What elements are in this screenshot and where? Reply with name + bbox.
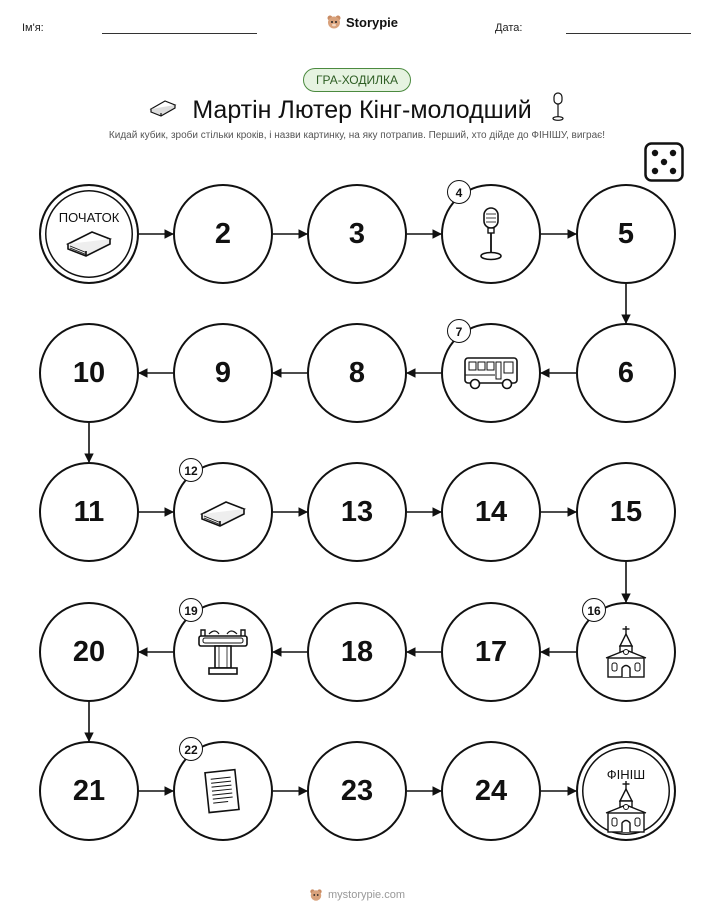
cell-number: 17 bbox=[474, 635, 508, 668]
cell-number-tag: 7 bbox=[447, 319, 471, 343]
instructions-text: Кидай кубик, зроби стільки кроків, і назви картинку, на яку потрапив. Перший, хто дійде до ФІНІШУ, виграє! bbox=[108, 130, 606, 141]
board-cell-14 bbox=[441, 462, 541, 562]
board-cell-19 bbox=[173, 602, 273, 702]
brand-name: Storypie bbox=[346, 14, 399, 30]
board-cell-25 bbox=[576, 741, 676, 841]
board-cell-21 bbox=[39, 741, 139, 841]
cell-number: 5 bbox=[617, 217, 635, 250]
cell-number: 24 bbox=[474, 774, 508, 807]
board-cell-12 bbox=[173, 462, 273, 562]
cell-number-tag: 19 bbox=[179, 598, 203, 622]
board-cell-6 bbox=[576, 323, 676, 423]
board-cell-1 bbox=[39, 184, 139, 284]
name-label: Ім'я: bbox=[22, 22, 44, 34]
cell-number: 23 bbox=[340, 774, 374, 807]
start-label: ПОЧАТОК bbox=[58, 210, 120, 225]
board-cell-9 bbox=[173, 323, 273, 423]
board-cell-20 bbox=[39, 602, 139, 702]
cell-number-tag: 4 bbox=[447, 180, 471, 204]
board-cell-5 bbox=[576, 184, 676, 284]
board-cell-13 bbox=[307, 462, 407, 562]
board-cell-23 bbox=[307, 741, 407, 841]
cell-number-tag: 12 bbox=[179, 458, 203, 482]
game-type-badge: ГРА-ХОДИЛКА bbox=[303, 68, 411, 92]
board-cell-2 bbox=[173, 184, 273, 284]
cell-number: 2 bbox=[214, 217, 232, 250]
board-cell-11 bbox=[39, 462, 139, 562]
finish-label: ФІНІШ bbox=[606, 767, 646, 782]
footer-website[interactable]: mystorypie.com bbox=[327, 889, 406, 901]
cell-number: 11 bbox=[73, 495, 105, 528]
cell-number: 15 bbox=[609, 495, 643, 528]
cell-number: 10 bbox=[72, 356, 106, 389]
cell-number: 21 bbox=[72, 774, 106, 807]
board-cell-17 bbox=[441, 602, 541, 702]
board-cell-4 bbox=[441, 184, 541, 284]
board-cell-18 bbox=[307, 602, 407, 702]
footer bbox=[0, 888, 714, 902]
church-icon bbox=[578, 779, 674, 835]
title-text: Мартін Лютер Кінг-молодший bbox=[192, 96, 532, 124]
board-cell-24 bbox=[441, 741, 541, 841]
board-cell-3 bbox=[307, 184, 407, 284]
cell-number-tag: 22 bbox=[179, 737, 203, 761]
cell-number: 14 bbox=[474, 495, 508, 528]
board-cell-7 bbox=[441, 323, 541, 423]
date-label: Дата: bbox=[495, 22, 523, 34]
cell-number: 9 bbox=[214, 356, 232, 389]
board-cell-8 bbox=[307, 323, 407, 423]
cell-number: 20 bbox=[72, 635, 106, 668]
cell-number: 8 bbox=[348, 356, 366, 389]
book-icon bbox=[41, 222, 137, 262]
cell-number-tag: 16 bbox=[582, 598, 606, 622]
cell-number: 13 bbox=[340, 495, 374, 528]
board-cell-15 bbox=[576, 462, 676, 562]
cell-number: 6 bbox=[617, 356, 635, 389]
bear-mascot-icon bbox=[309, 888, 323, 902]
board-cell-10 bbox=[39, 323, 139, 423]
cell-number: 18 bbox=[340, 635, 374, 668]
board-cell-22 bbox=[173, 741, 273, 841]
board-cell-16 bbox=[576, 602, 676, 702]
cell-number: 3 bbox=[348, 217, 366, 250]
